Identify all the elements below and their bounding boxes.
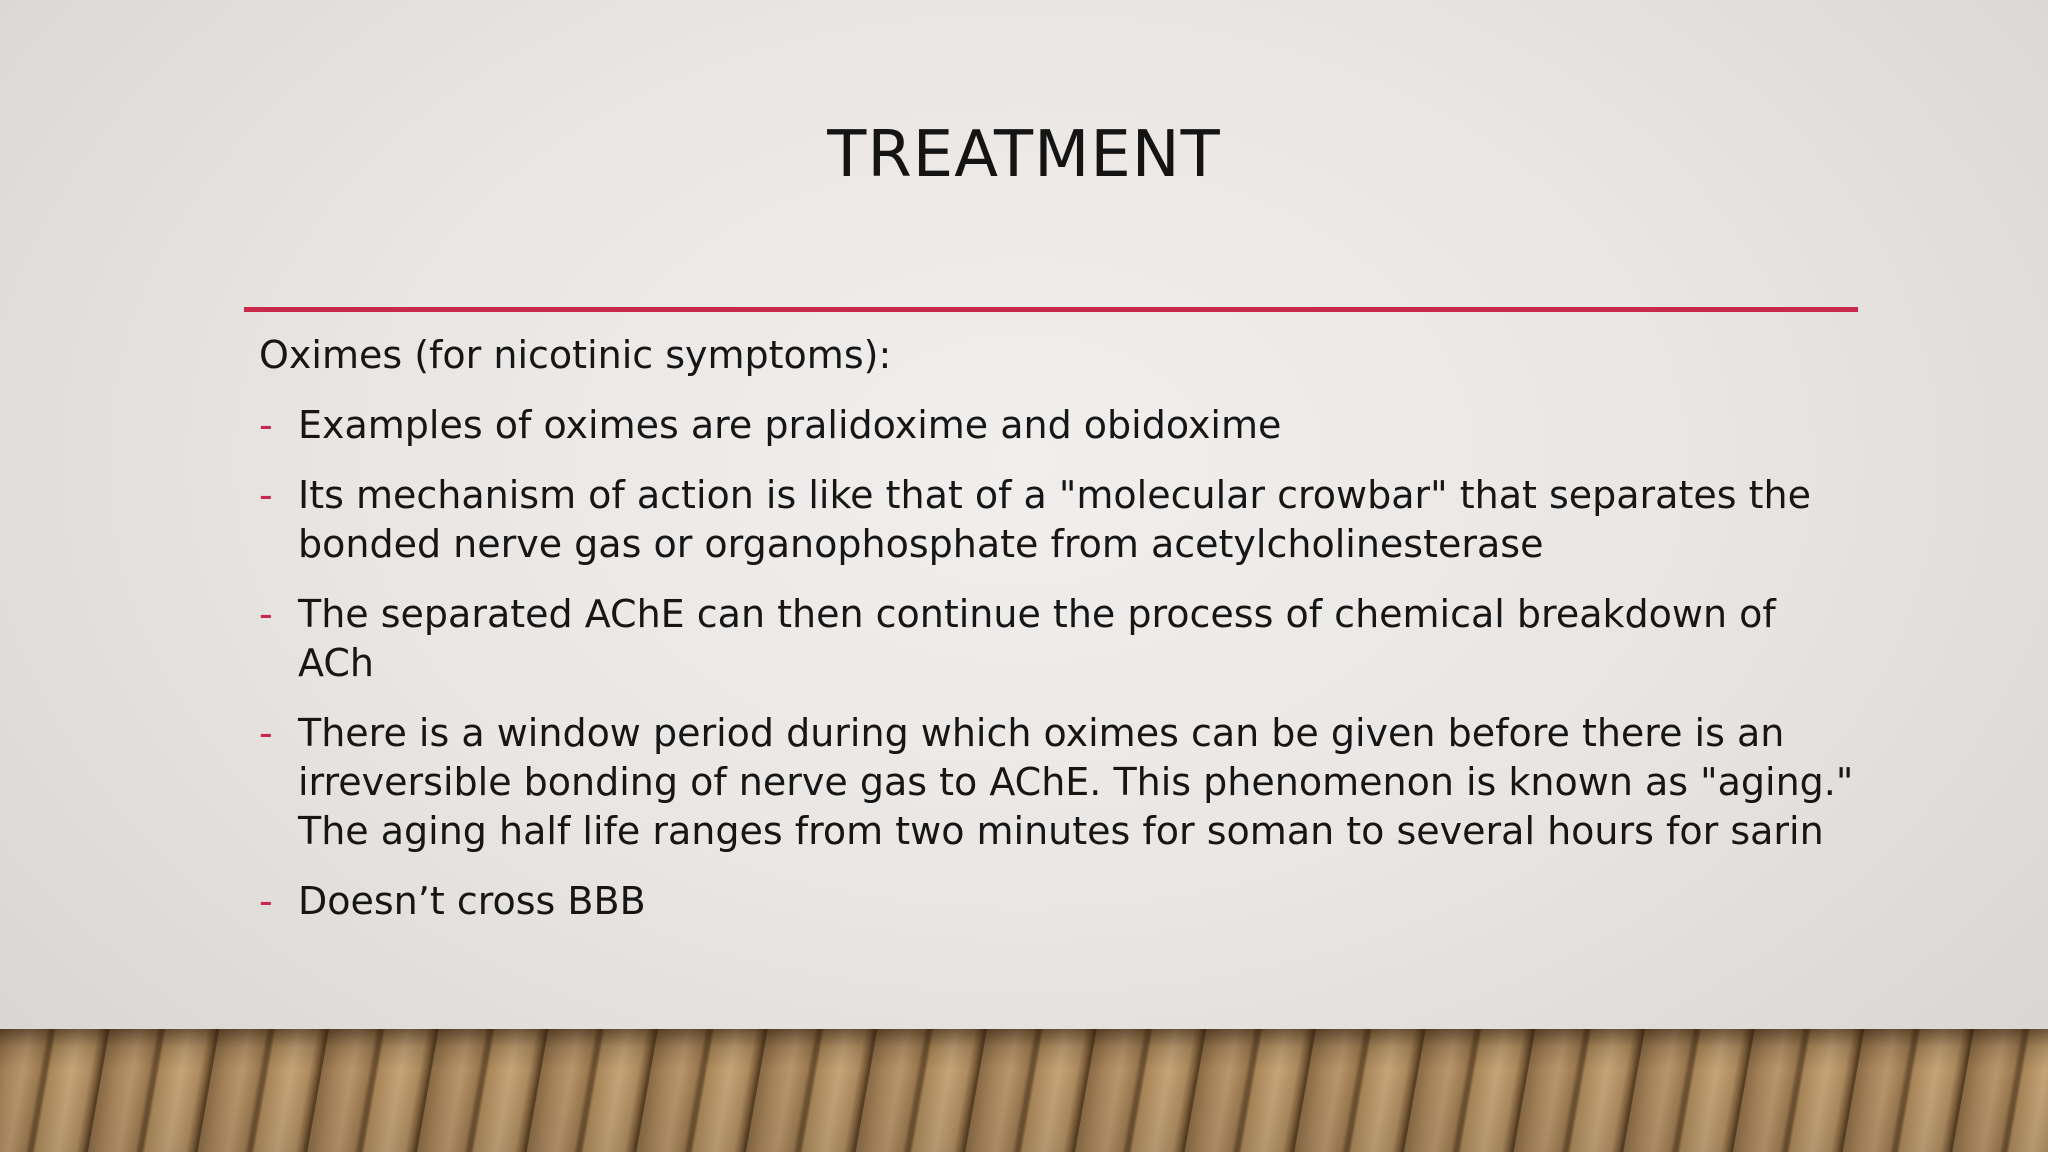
bullet-dash: - — [259, 592, 273, 636]
bullet-text: There is a window period during which oximes can be given before there is an irreversible bonding of nerve gas to AChE. This phenomenon is known as "aging." The aging half life ranges from two minutes for soman to several hours for sarin — [298, 711, 1854, 853]
bullet-text: The separated AChE can then continue the process of chemical breakdown of ACh — [298, 592, 1776, 685]
bullet-item — [259, 877, 1859, 926]
bullet-item — [259, 401, 1859, 450]
bullet-item — [259, 590, 1859, 688]
bullet-dash: - — [259, 879, 273, 923]
slide-title: TREATMENT — [827, 118, 1221, 192]
bullet-item — [259, 709, 1859, 856]
wood-floor-background — [0, 1029, 2048, 1152]
intro-text: Oximes (for nicotinic symptoms): — [259, 333, 892, 377]
bullet-dash: - — [259, 403, 273, 447]
bullet-dash: - — [259, 711, 273, 755]
bullet-text: Examples of oximes are pralidoxime and obidoxime — [298, 403, 1282, 447]
bullet-list — [259, 401, 1859, 926]
bullet-text: Doesn’t cross BBB — [298, 879, 646, 923]
bullet-item — [259, 471, 1859, 569]
bullet-dash: - — [259, 473, 273, 517]
bullet-text: Its mechanism of action is like that of a "molecular crowbar" that separates the bonded nerve gas or organophosphate from acetylcholinesterase — [298, 473, 1811, 566]
slide-body — [259, 331, 1859, 947]
title-divider — [244, 307, 1858, 312]
